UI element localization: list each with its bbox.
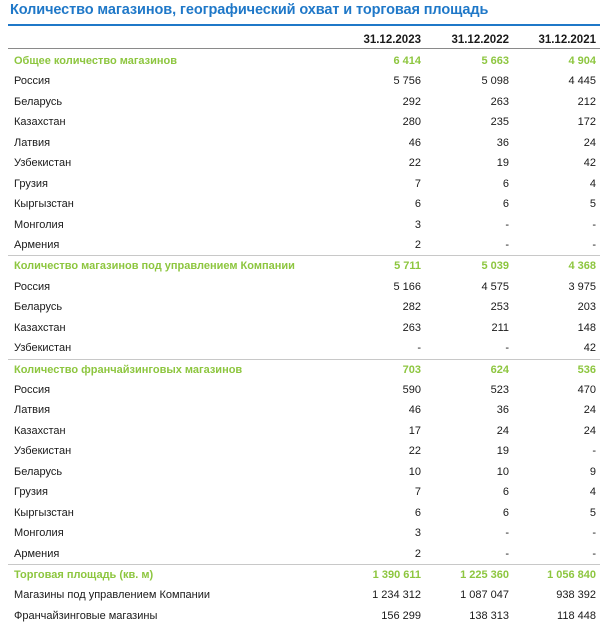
row-value-31.12.2023: 2 — [414, 547, 421, 560]
row-value-31.12.2021: - — [592, 527, 596, 540]
row-value-31.12.2022: - — [505, 527, 509, 540]
row-label: Монголия — [14, 527, 64, 540]
row-label: Армения — [14, 547, 60, 560]
row-label: Узбекистан — [14, 157, 72, 170]
row-label: Казахстан — [14, 321, 66, 334]
row-label: Беларусь — [14, 301, 63, 314]
row-value-31.12.2021: 24 — [583, 404, 596, 417]
row-label: Россия — [14, 280, 51, 293]
table-row — [8, 297, 600, 317]
row-label: Монголия — [14, 218, 64, 231]
row-value-31.12.2021: 24 — [583, 136, 596, 149]
row-value-31.12.2021: 5 — [589, 506, 596, 519]
row-value-31.12.2022: 19 — [496, 445, 509, 458]
row-label: Грузия — [14, 486, 48, 499]
row-value-31.12.2021: 536 — [577, 363, 596, 376]
row-value-31.12.2021: 4 — [589, 177, 596, 190]
section-row — [8, 564, 600, 585]
row-value-31.12.2022: 624 — [490, 363, 509, 376]
row-value-31.12.2022: 24 — [496, 424, 509, 437]
table-row — [8, 338, 600, 358]
row-value-31.12.2022: 10 — [496, 465, 509, 478]
row-value-31.12.2022: 523 — [490, 384, 509, 396]
row-value-31.12.2023: 22 — [408, 445, 421, 458]
row-value-31.12.2022: 6 — [502, 177, 509, 190]
row-label: Казахстан — [14, 424, 66, 437]
column-header-2023: 31.12.2023 — [363, 34, 421, 46]
header-divider — [8, 48, 600, 49]
table-row — [8, 462, 600, 482]
row-value-31.12.2021: - — [592, 445, 596, 458]
row-value-31.12.2022: 1 225 360 — [460, 568, 509, 581]
column-header-2022: 31.12.2022 — [451, 34, 509, 46]
row-label: Беларусь — [14, 465, 63, 478]
row-value-31.12.2021: 203 — [577, 301, 596, 314]
table-row — [8, 503, 600, 523]
table-row — [8, 133, 600, 153]
row-value-31.12.2022: 6 — [502, 486, 509, 499]
row-value-31.12.2021: 42 — [583, 157, 596, 170]
row-label: Количество магазинов под управлением Компании — [14, 260, 295, 273]
row-value-31.12.2023: 46 — [408, 404, 421, 417]
row-value-31.12.2023: 6 — [414, 506, 421, 519]
row-value-31.12.2022: 253 — [490, 301, 509, 314]
table-row — [8, 441, 600, 461]
row-value-31.12.2023: 282 — [402, 301, 421, 314]
row-value-31.12.2023: 7 — [414, 486, 421, 499]
row-value-31.12.2022: 5 039 — [481, 260, 509, 273]
section-row — [8, 51, 600, 71]
table-row — [8, 585, 600, 605]
row-value-31.12.2021: 3 975 — [568, 280, 596, 293]
row-value-31.12.2023: 5 711 — [394, 260, 421, 273]
row-value-31.12.2021: 5 — [589, 198, 596, 211]
section-row — [8, 359, 600, 380]
row-value-31.12.2023: 703 — [402, 363, 421, 376]
row-value-31.12.2023: 3 — [414, 218, 421, 231]
row-value-31.12.2021: 1 056 840 — [547, 568, 596, 581]
table-row — [8, 215, 600, 235]
table-row — [8, 523, 600, 543]
row-label: Магазины под управлением Компании — [14, 589, 211, 602]
row-value-31.12.2021: 470 — [577, 384, 596, 396]
table-row — [8, 194, 600, 214]
row-label: Беларусь — [14, 95, 63, 108]
table-row — [8, 482, 600, 502]
stores-table — [8, 51, 600, 626]
row-value-31.12.2021: 24 — [583, 424, 596, 437]
row-value-31.12.2022: 138 313 — [469, 609, 509, 622]
table-row — [8, 235, 600, 255]
row-value-31.12.2022: 211 — [491, 321, 509, 334]
row-value-31.12.2022: - — [505, 218, 509, 231]
row-label: Количество франчайзинговых магазинов — [14, 363, 243, 376]
row-value-31.12.2021: - — [592, 547, 596, 560]
table-row — [8, 71, 600, 91]
row-value-31.12.2023: 156 299 — [381, 609, 421, 622]
table-row — [8, 174, 600, 194]
row-label: Кыргызстан — [14, 198, 74, 211]
row-value-31.12.2022: 6 — [502, 198, 509, 211]
row-value-31.12.2021: 172 — [577, 116, 596, 129]
row-value-31.12.2023: 292 — [402, 95, 421, 108]
table-row — [8, 318, 600, 338]
row-value-31.12.2021: - — [592, 218, 596, 231]
row-value-31.12.2021: 938 392 — [556, 589, 596, 602]
column-header-2021: 31.12.2021 — [538, 34, 596, 46]
table-row — [8, 277, 600, 297]
table-row — [8, 153, 600, 173]
row-value-31.12.2023: 6 — [414, 198, 421, 211]
row-value-31.12.2023: 6 414 — [393, 55, 421, 67]
row-value-31.12.2022: 6 — [502, 506, 509, 519]
row-value-31.12.2023: 280 — [402, 116, 421, 129]
row-label: Торговая площадь (кв. м) — [14, 568, 154, 581]
row-value-31.12.2021: 4 368 — [568, 260, 596, 273]
table-row — [8, 112, 600, 132]
row-label: Узбекистан — [14, 342, 72, 355]
row-value-31.12.2023: 5 166 — [393, 280, 421, 293]
row-value-31.12.2023: - — [417, 342, 421, 355]
row-label: Общее количество магазинов — [14, 55, 178, 67]
row-value-31.12.2022: 19 — [496, 157, 509, 170]
row-value-31.12.2023: 1 234 312 — [372, 589, 421, 602]
row-value-31.12.2022: 4 575 — [481, 280, 509, 293]
row-value-31.12.2023: 5 756 — [393, 75, 421, 88]
row-value-31.12.2023: 2 — [414, 238, 421, 251]
row-value-31.12.2023: 46 — [408, 136, 421, 149]
row-value-31.12.2021: 212 — [577, 95, 596, 108]
row-value-31.12.2022: 36 — [496, 404, 509, 417]
row-value-31.12.2021: 42 — [583, 342, 596, 355]
row-value-31.12.2022: - — [505, 342, 509, 355]
row-label: Латвия — [14, 404, 51, 417]
row-value-31.12.2021: 4 445 — [568, 75, 596, 88]
row-value-31.12.2021: - — [592, 238, 596, 251]
table-row — [8, 421, 600, 441]
row-label: Франчайзинговые магазины — [14, 609, 158, 622]
row-value-31.12.2023: 590 — [402, 384, 421, 396]
table-row — [8, 92, 600, 112]
row-label: Россия — [14, 75, 51, 88]
row-label: Армения — [14, 238, 60, 251]
row-value-31.12.2023: 22 — [408, 157, 421, 170]
row-value-31.12.2022: 5 663 — [481, 55, 509, 67]
row-value-31.12.2022: 1 087 047 — [460, 589, 509, 602]
row-value-31.12.2023: 17 — [408, 424, 421, 437]
row-value-31.12.2022: 5 098 — [481, 75, 509, 88]
title-divider — [8, 24, 600, 26]
table-row — [8, 606, 600, 626]
row-value-31.12.2023: 7 — [414, 177, 421, 190]
row-value-31.12.2021: 4 904 — [568, 55, 596, 67]
row-value-31.12.2021: 9 — [589, 465, 596, 478]
row-value-31.12.2021: 4 — [589, 486, 596, 499]
page-title: Количество магазинов, географический охват и торговая площадь — [10, 2, 489, 18]
row-label: Россия — [14, 384, 51, 396]
row-value-31.12.2022: 235 — [490, 116, 509, 129]
row-value-31.12.2023: 1 390 611 — [372, 568, 421, 581]
row-value-31.12.2023: 263 — [402, 321, 421, 334]
row-value-31.12.2022: - — [505, 238, 509, 251]
row-value-31.12.2022: 36 — [496, 136, 509, 149]
row-value-31.12.2021: 148 — [577, 321, 596, 334]
row-label: Латвия — [14, 136, 51, 149]
row-value-31.12.2023: 10 — [408, 465, 421, 478]
row-label: Узбекистан — [14, 445, 72, 458]
row-label: Грузия — [14, 177, 48, 190]
table-row — [8, 380, 600, 400]
section-row — [8, 255, 600, 276]
row-label: Кыргызстан — [14, 506, 74, 519]
table-row — [8, 400, 600, 420]
row-value-31.12.2021: 118 448 — [557, 609, 596, 622]
table-row — [8, 544, 600, 564]
row-value-31.12.2022: 263 — [490, 95, 509, 108]
row-value-31.12.2023: 3 — [414, 527, 421, 540]
row-value-31.12.2022: - — [505, 547, 509, 560]
row-label: Казахстан — [14, 116, 66, 129]
